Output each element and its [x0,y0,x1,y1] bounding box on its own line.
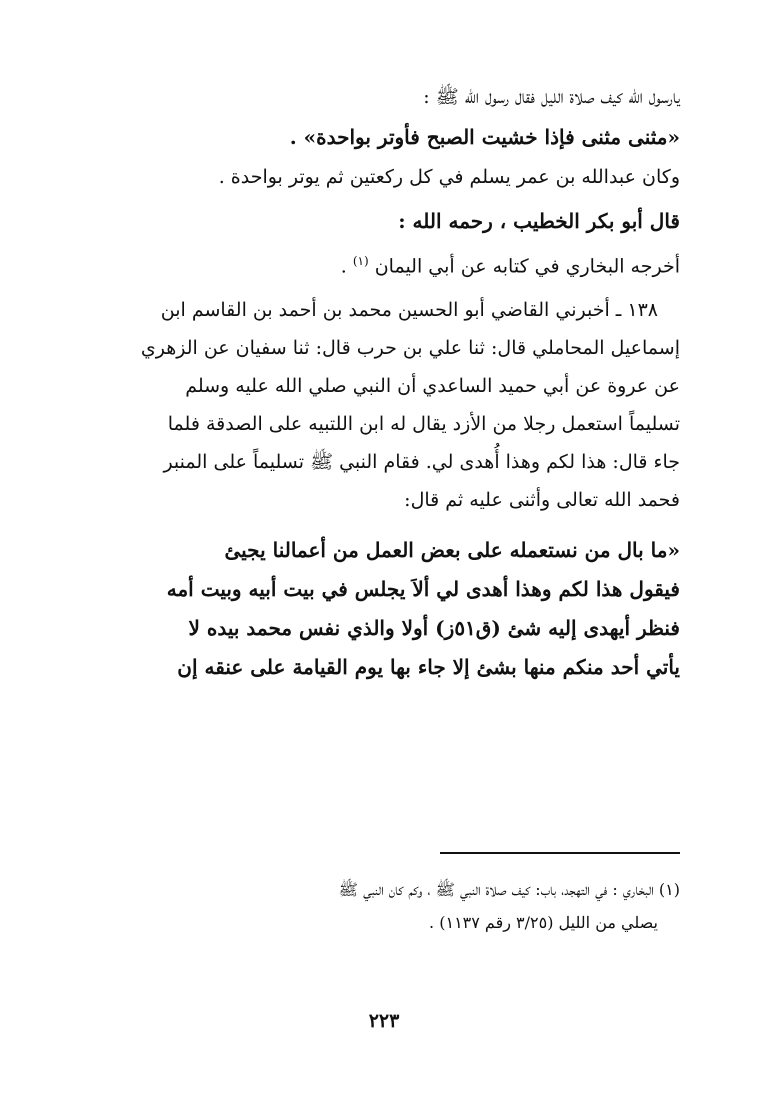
text-line-5-body: أخرجه البخاري في كتابه عن أبي اليمان [374,255,680,278]
text-line-1: يارسول الله كيف صلاة الليل فقال رسول الله ﷺ : [423,86,680,108]
hadith-quote-block [88,531,680,687]
footnote-divider [440,852,680,854]
footnotes [88,873,680,939]
hadith-quote-short: «مثنى مثنى فإذا خشيت الصبح فأوتر بواحدة» . [289,125,680,149]
book-page [88,78,680,1038]
footnote-line-1: (١) البخاري : في التهجد، باب: كيف صلاة النبي ﷺ ، وكم كان النبي ﷺ [338,880,680,899]
footnote-marker[interactable]: (١) [352,254,369,268]
quote-line: يأتي أحد منكم منها بشئ إلا جاء بها يوم القيامة على عنقه إن [177,655,680,680]
quote-line: «ما بال من نستعمله على بعض العمل من أعمالنا يجيئ [224,538,680,563]
narration-block [88,291,680,519]
text-line-5 [88,242,680,285]
narration-line: ١٣٨ ـ أخبرني القاضي أبو الحسين محمد بن أحمد بن القاسم ابن [160,299,658,322]
text-line-3: وكان عبدالله بن عمر يسلم في كل ركعتين ثم يوتر بواحدة . [218,166,680,188]
text-line-5-end: . [340,255,347,278]
narration-line: جاء قال: هذا لكم وهذا أُهدى لي. فقام النبي ﷺ تسليماً على المنبر [163,451,680,474]
narration-line: تسليماً استعمل رجلا من الأزد يقال له ابن اللتبيه على الصدقة فلما [167,413,680,436]
narration-line: فحمد الله تعالى وأثنى عليه ثم قال: [404,489,680,512]
narration-line: عن عروة عن أبي حميد الساعدي أن النبي صلي الله عليه وسلم [185,375,680,398]
quote-line: فيقول هذا لكم وهذا أهدى لي ألاَ يجلس في بيت أبيه وبيت أمه [166,577,680,602]
section-heading: قال أبو بكر الخطيب ، رحمه الله : [398,209,680,233]
footnote-line-2: يصلي من الليل (٣/٢٥ رقم ١١٣٧) . [429,913,658,932]
page-number: ٢٢٣ [368,1010,400,1032]
narration-line: إسماعيل المحاملي قال: ثنا علي بن حرب قال: ثنا سفيان عن الزهري [140,337,680,360]
quote-line: فنظر أيهدى إليه شئ (ق٥١ز) أولا والذي نفس محمد بيده لا [188,616,680,641]
